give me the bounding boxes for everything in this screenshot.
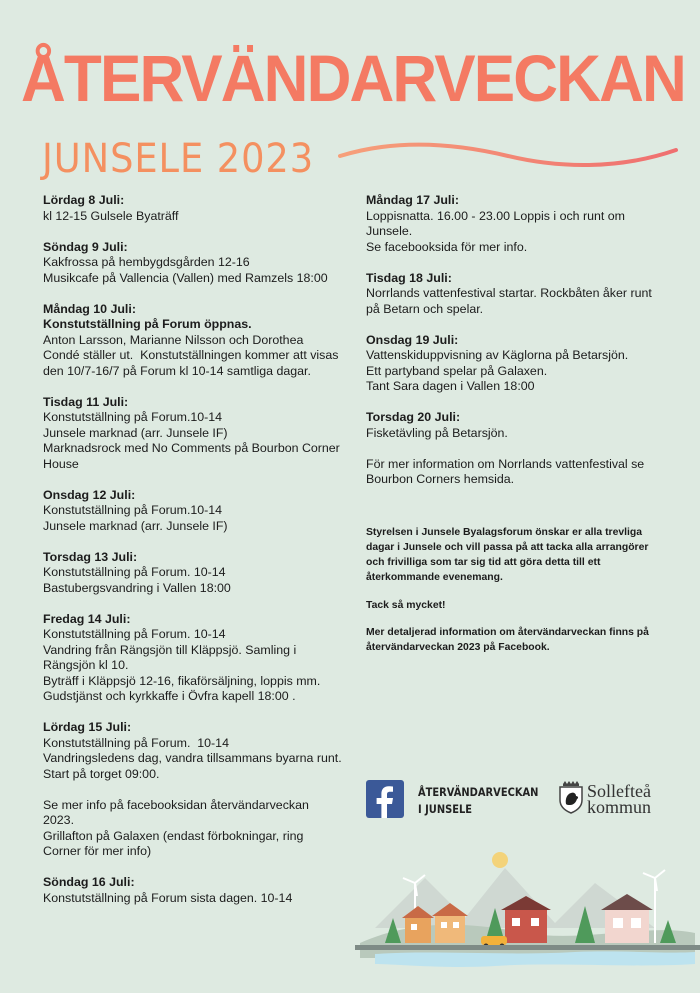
event-line: Konstutställning på Forum. 10-14 <box>43 735 229 750</box>
event-line: Ett partyband spelar på Galaxen. <box>366 363 548 378</box>
event-line: Konstutställning på Forum sista dagen. 10-14 <box>43 890 293 905</box>
event-line: Se mer info på facebooksidan återvändarveckan 2023. <box>43 797 313 827</box>
day-heading: Måndag 10 Juli: <box>43 301 136 316</box>
day-heading: Onsdag 12 Juli: <box>43 487 136 502</box>
event-line: Fisketävling på Betarsjön. <box>366 425 508 440</box>
right-schedule-column <box>366 193 666 503</box>
day-block <box>43 612 343 705</box>
poster-subtitle: JUNSELE 2023 <box>42 136 315 182</box>
day-heading: Torsdag 20 Juli: <box>366 410 461 424</box>
event-line: Vattenskiduppvisning av Käglorna på Betarsjön. <box>366 348 629 362</box>
day-block <box>43 240 343 287</box>
day-heading: Tisdag 18 Juli: <box>366 270 452 285</box>
event-line: Marknadsrock med No Comments på Bourbon Corner House <box>43 441 344 471</box>
event-line: Norrlands vattenfestival startar. Rockbåten åker runt på Betarn och spelar. <box>366 286 656 316</box>
thanks-paragraph: Styrelsen i Junsele Byalagsforum önskar er alla trevliga dagar i Junsele och vill passa på att tacka alla arrangörer och frivilliga som tar sig tid att göra detta till ett återkommande evenemang. <box>366 527 649 583</box>
event-line: Grillafton på Galaxen (endast förbokningar, ring Corner för mer info) <box>43 828 307 858</box>
day-block <box>366 193 666 255</box>
event-line: Se facebooksida för mer info. <box>366 239 528 254</box>
event-line: Bastubergsvandring i Vallen 18:00 <box>43 580 231 595</box>
day-block <box>43 395 343 473</box>
event-line: Vandringsledens dag, vandra tillsammans byarna runt. <box>43 751 342 765</box>
day-block <box>43 302 343 380</box>
facebook-page-label[interactable] <box>418 784 538 818</box>
more-info-paragraph: Mer detaljerad information om återvändarveckan finns på återvändarveckan 2023 på Facebook. <box>366 627 649 653</box>
event-line: kl 12-15 Gulsele Byaträff <box>43 208 179 223</box>
thanks-section <box>366 525 666 668</box>
event-line: Start på torget 09:00. <box>43 766 160 781</box>
day-block <box>43 875 343 906</box>
kommun-crest-icon <box>558 780 584 814</box>
event-line: Kakfrossa på hembygdsgården 12-16 <box>43 255 250 269</box>
day-block <box>43 720 343 860</box>
kommun-line1: Sollefteå <box>587 781 651 801</box>
decorative-wave <box>338 140 678 172</box>
day-block <box>366 333 666 395</box>
day-heading: Söndag 9 Juli: <box>43 239 128 254</box>
day-heading: Onsdag 19 Juli: <box>366 332 459 347</box>
day-block <box>43 550 343 597</box>
event-line: Byträff i Kläppsjö 12-16, fikaförsäljning, loppis mm. <box>43 673 321 688</box>
day-block <box>366 271 666 318</box>
event-line: För mer information om Norrlands vattenfestival se Bourbon Corners hemsida. <box>366 456 648 486</box>
event-line: Loppisnatta. 16.00 - 23.00 Loppis i och runt om Junsele. <box>366 208 629 238</box>
day-highlight: Konstutställning på Forum öppnas. <box>43 317 252 331</box>
fb-label-line2: I JUNSELE <box>418 802 473 816</box>
day-heading: Måndag 17 Juli: <box>366 193 459 207</box>
event-line: Junsele marknad (arr. Junsele IF) <box>43 425 228 440</box>
event-line <box>43 782 343 798</box>
day-heading: Lördag 8 Juli: <box>43 193 125 207</box>
event-line: Gudstjänst och kyrkkaffe i Övfra kapell 18:00 . <box>43 689 296 703</box>
day-heading: Lördag 15 Juli: <box>43 720 132 734</box>
kommun-name <box>587 783 651 815</box>
event-line: Junsele marknad (arr. Junsele IF) <box>43 518 228 533</box>
facebook-icon[interactable] <box>366 780 404 818</box>
thanks-short: Tack så mycket! <box>366 599 446 611</box>
event-line: Musikcafe på Vallencia (Vallen) med Ramzels 18:00 <box>43 270 328 285</box>
day-block <box>366 410 666 488</box>
day-heading: Söndag 16 Juli: <box>43 875 135 889</box>
event-line: Anton Larsson, Marianne Nilsson och Dorothea Condé ställer ut. Konstutställningen kommer att visas den 10/7-16/7 på Forum kl 10-14 samtliga dagar. <box>43 332 342 378</box>
kommun-line2: kommun <box>587 797 652 817</box>
event-line: Vandring från Rängsjön till Kläppsjö. Samling i Rängsjön kl 10. <box>43 642 300 672</box>
day-heading: Fredag 14 Juli: <box>43 611 131 626</box>
fb-label-line1: ÅTERVÄNDARVECKAN <box>418 785 539 799</box>
event-line: Konstutställning på Forum. 10-14 <box>43 565 226 579</box>
event-line <box>366 441 666 457</box>
day-block <box>43 488 343 535</box>
day-block <box>43 193 343 224</box>
event-line: Konstutställning på Forum.10-14 <box>43 410 223 424</box>
left-schedule-column <box>43 193 343 922</box>
day-heading: Tisdag 11 Juli: <box>43 394 129 409</box>
event-line: Konstutställning på Forum.10-14 <box>43 503 223 517</box>
event-line: Konstutställning på Forum. 10-14 <box>43 627 226 641</box>
village-illustration <box>355 848 700 978</box>
day-heading: Torsdag 13 Juli: <box>43 549 138 564</box>
poster-title: ÅTERVÄNDARVECKAN <box>21 41 685 115</box>
event-line: Tant Sara dagen i Vallen 18:00 <box>366 379 535 393</box>
